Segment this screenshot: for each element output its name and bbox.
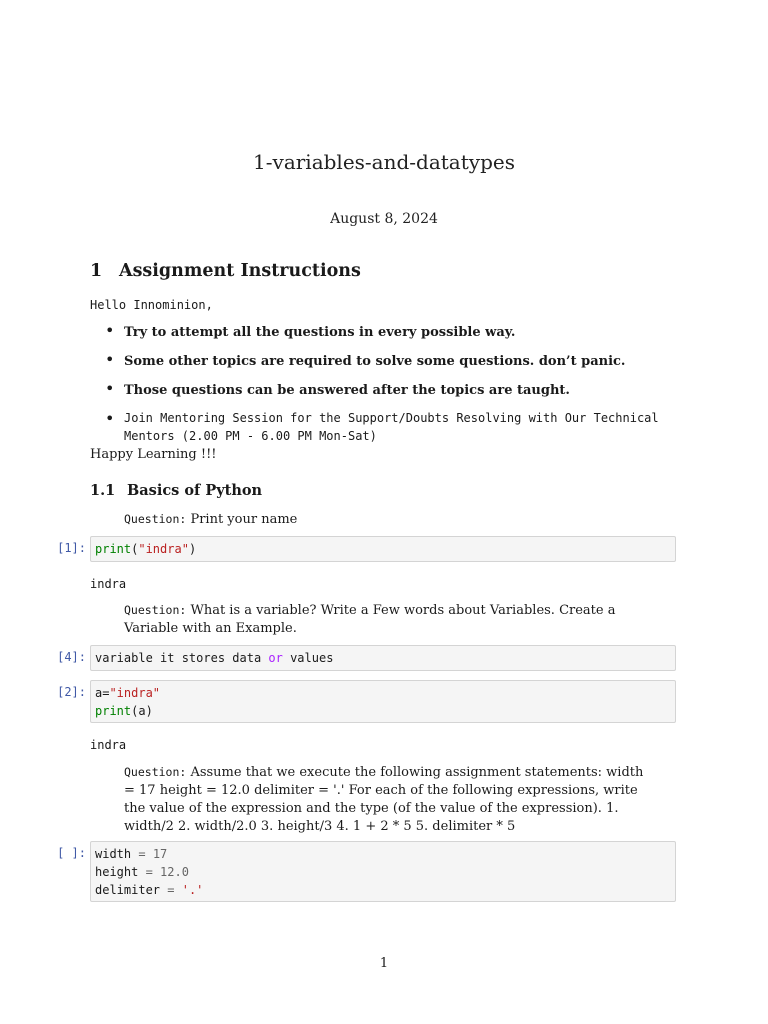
document-title: 1-variables-and-datatypes bbox=[253, 150, 515, 174]
list-item bbox=[90, 350, 690, 371]
section-number: 1.1 bbox=[90, 482, 116, 499]
question-text bbox=[124, 510, 654, 529]
question-text bbox=[124, 601, 654, 638]
code-cell[interactable] bbox=[90, 680, 676, 723]
section-number: 1 bbox=[90, 261, 103, 281]
code-line: print(a) bbox=[95, 704, 153, 718]
section-heading-assignment-instructions bbox=[90, 261, 361, 281]
cell-prompt: [ ]: bbox=[57, 846, 86, 860]
cell-prompt: [4]: bbox=[57, 650, 86, 664]
code-line: print("indra") bbox=[95, 542, 197, 556]
instruction-text: Some other topics are required to solve some questions. don’t panic. bbox=[124, 354, 626, 369]
section-title: Basics of Python bbox=[127, 482, 263, 499]
question-label: Question: bbox=[124, 512, 187, 526]
code-line: a="indra" bbox=[95, 686, 161, 700]
question-body: Print your name bbox=[190, 512, 298, 527]
instruction-text: Try to attempt all the questions in every possible way. bbox=[124, 325, 516, 340]
code-cell[interactable] bbox=[90, 536, 676, 562]
list-item bbox=[90, 379, 690, 400]
question-body: Assume that we execute the following assignment statements: width = 17 height = 12.0 delimiter = '.' For each of the following expressions, write the value of the expression and the type (of the value of the expression). 1. width/2 2. width/2.0 3. height/3 4. 1 + 2 * 5 5. delimiter * 5 bbox=[124, 765, 644, 834]
code-line: width = 17 bbox=[95, 847, 168, 861]
instruction-text: Those questions can be answered after the topics are taught. bbox=[124, 383, 570, 398]
question-label: Question: bbox=[124, 603, 187, 617]
bullet-icon: • bbox=[105, 379, 115, 398]
question-text bbox=[124, 763, 654, 836]
greeting-text: Hello Innominion, bbox=[90, 298, 213, 312]
code-line: delimiter = '.' bbox=[95, 883, 204, 897]
section-title: Assignment Instructions bbox=[119, 261, 361, 281]
code-line: variable it stores data or values bbox=[95, 651, 334, 665]
bullet-icon: • bbox=[105, 350, 115, 369]
code-cell[interactable] bbox=[90, 645, 676, 671]
cell-output: indra bbox=[90, 577, 127, 591]
cell-prompt: [1]: bbox=[57, 541, 86, 555]
list-item bbox=[90, 409, 690, 445]
question-label: Question: bbox=[124, 765, 187, 779]
instructions-list bbox=[90, 321, 690, 445]
cell-output: indra bbox=[90, 738, 127, 752]
question-body: What is a variable? Write a Few words about Variables. Create a Variable with an Example. bbox=[124, 603, 616, 636]
cell-prompt: [2]: bbox=[57, 685, 86, 699]
bullet-icon: • bbox=[105, 409, 115, 428]
list-item bbox=[90, 321, 690, 342]
code-cell[interactable] bbox=[90, 841, 676, 902]
page-number: 1 bbox=[379, 956, 389, 971]
bullet-icon: • bbox=[105, 321, 115, 340]
document-date: August 8, 2024 bbox=[330, 211, 438, 227]
section-heading-basics-of-python bbox=[90, 482, 262, 499]
code-line: height = 12.0 bbox=[95, 865, 189, 879]
closing-text: Happy Learning !!! bbox=[90, 447, 217, 462]
instruction-text: Join Mentoring Session for the Support/Doubts Resolving with Our Technical Mentors (2.00 PM - 6.00 PM Mon-Sat) bbox=[124, 411, 659, 443]
